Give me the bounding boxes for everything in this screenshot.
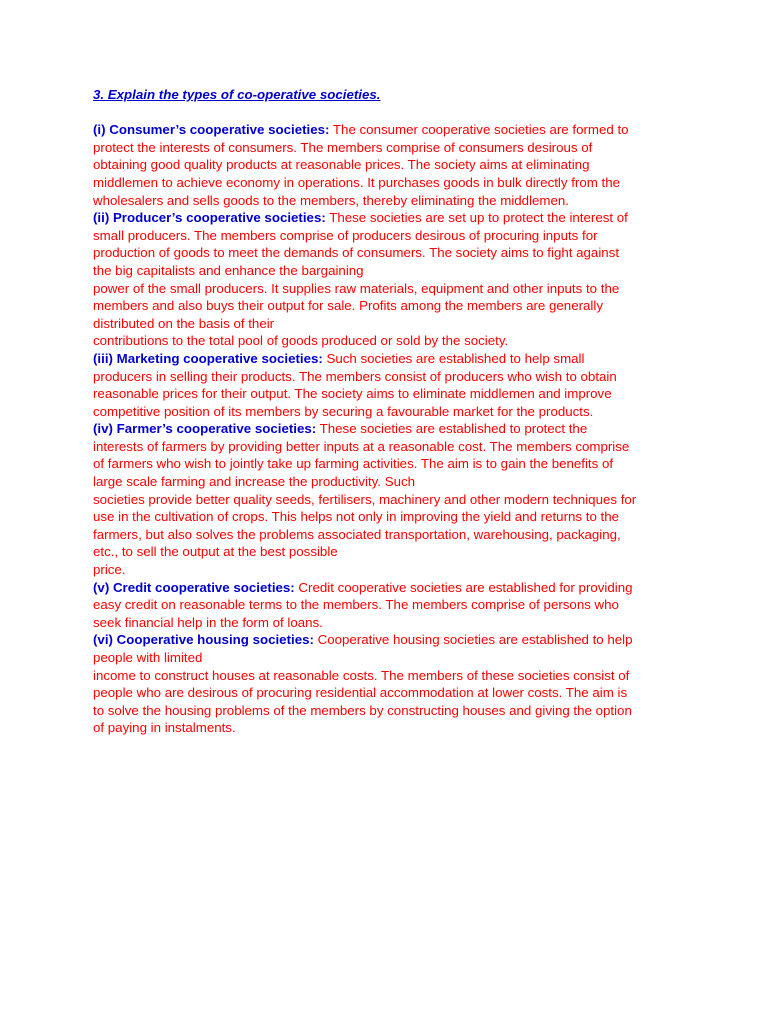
section-3 [93,350,683,420]
paragraph-line: seek financial help in the form of loans. [93,614,323,630]
section-1 [93,121,683,209]
paragraph-line: societies provide better quality seeds, fertilisers, machinery and other modern techniques for [93,491,637,507]
paragraph-line: members and also buys their output for sale. Profits among the members are generally [93,298,603,314]
section-heading: (i) Consumer’s cooperative societies: [93,122,330,138]
paragraph-line: price. [93,562,126,578]
paragraph-line: of paying in instalments. [93,720,236,736]
section-text: Such societies are established to help small [322,350,585,366]
paragraph-line: the big capitalists and enhance the bargaining [93,262,364,278]
paragraph-line: production of goods to meet the demands of consumers. The society aims to fight against [93,245,620,261]
paragraph-line: distributed on the basis of their [93,315,275,331]
paragraph-line: to solve the housing problems of the members by constructing houses and giving the option [93,702,632,718]
paragraph-line: easy credit on reasonable terms to the members. The members comprise of persons who [93,597,619,613]
paragraph-line: people with limited [93,650,203,665]
section-heading: (iv) Farmer’s cooperative societies: [93,421,317,437]
section-heading: (vi) Cooperative housing societies: [93,632,314,648]
paragraph-line: obtaining good quality products at reasonable prices. The society aims at eliminating [93,157,590,173]
paragraph-line: farmers, but also solves the problems associated transportation, warehousing, packaging, [93,526,621,542]
paragraph-line [93,209,683,227]
section-2 [93,209,683,350]
section-6 [93,631,683,737]
section-heading: (ii) Producer’s cooperative societies: [93,210,326,226]
paragraph-line [93,350,683,368]
paragraph-line [93,420,683,438]
paragraph-line [93,631,683,649]
paragraph-line: competitive position of its members by securing a favourable market for the products. [93,403,594,419]
paragraph-line: of farmers who wish to jointly take up farming activities. The aim is to gain the benefits of [93,456,614,472]
paragraph-line: people who are desirous of procuring residential accommodation at lower costs. The aim is [93,685,628,701]
paragraph-line: small producers. The members comprise of producers desirous of procuring inputs for [93,227,598,243]
paragraph-line: etc., to sell the output at the best possible [93,544,338,560]
section-text: These societies are set up to protect the interest of [325,210,628,226]
paragraph-line: wholesalers and sells goods to the members, thereby eliminating the middlemen. [93,192,569,208]
paragraph-line: middlemen to achieve economy in operations. It purchases goods in bulk directly from the [93,174,620,190]
section-text: These societies are established to protect the [316,421,588,437]
paragraph-line: protect the interests of consumers. The members comprise of consumers desirous of [93,139,593,155]
section-4 [93,420,683,578]
answer-body [93,121,683,737]
paragraph-line [93,121,683,139]
section-text: Credit cooperative societies are established for providing [294,579,633,595]
paragraph-line: interests of farmers by providing better inputs at a reasonable cost. The members comprise [93,438,630,454]
section-heading: (iii) Marketing cooperative societies: [93,350,323,366]
section-heading: (v) Credit cooperative societies: [93,579,295,595]
paragraph-line: income to construct houses at reasonable costs. The members of these societies consist of [93,667,630,683]
question-title: 3. Explain the types of co-operative societies. [93,87,381,102]
section-text: The consumer cooperative societies are formed to [329,122,629,138]
paragraph-line: reasonable prices for their output. The society aims to eliminate middlemen and improve [93,386,612,402]
paragraph-line: contributions to the total pool of goods produced or sold by the society. [93,333,509,349]
document-page [93,86,683,737]
paragraph-line: use in the cultivation of crops. This helps not only in improving the yield and returns to the [93,509,620,525]
section-text: Cooperative housing societies are established to help [313,632,633,648]
section-5 [93,579,683,632]
paragraph-line: producers in selling their products. The members consist of producers who wish to obtain [93,368,617,384]
paragraph-line: large scale farming and increase the productivity. Such [93,474,416,490]
paragraph-line [93,579,683,597]
paragraph-line: power of the small producers. It supplies raw materials, equipment and other inputs to the [93,280,620,296]
